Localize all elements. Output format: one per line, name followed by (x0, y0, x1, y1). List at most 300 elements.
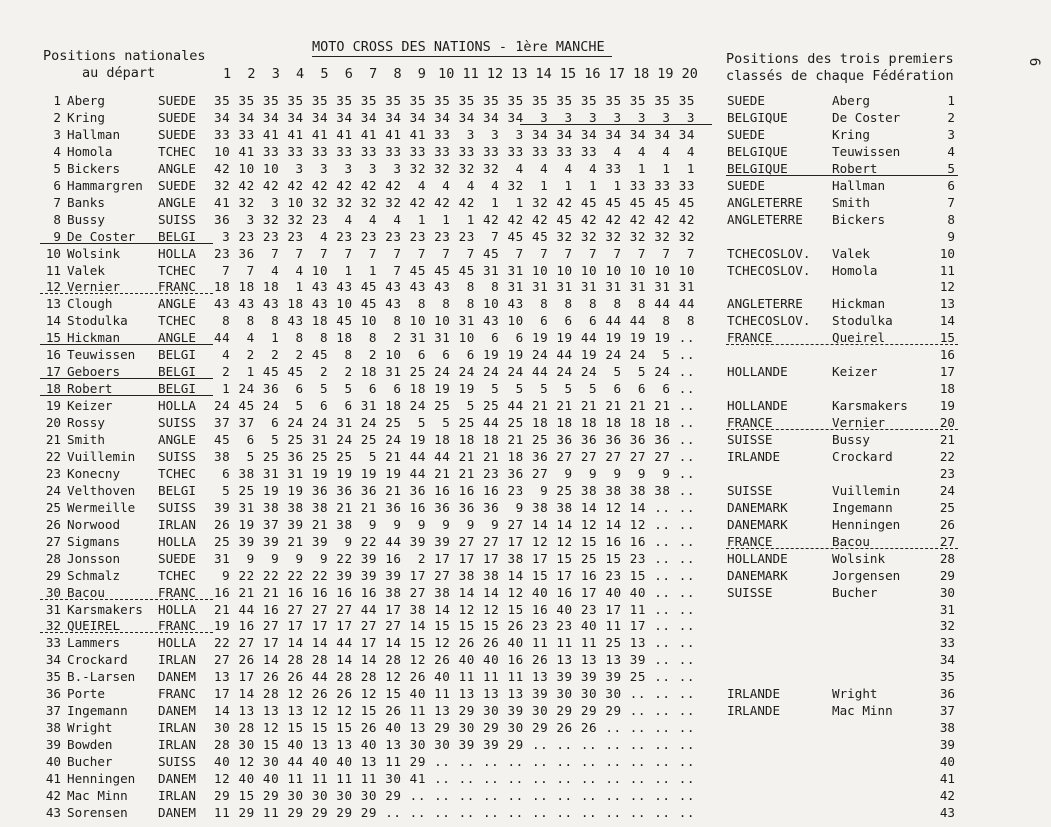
federation-rider: Ingemann (832, 499, 893, 515)
lap-positions: 35 35 35 35 35 35 35 35 35 35 35 35 35 35 35 35 35 35 35 35 (214, 93, 695, 108)
federation-rider: Robert (832, 160, 878, 176)
table-row (0, 92, 1051, 109)
nation-code: IRLAN (158, 720, 196, 736)
lap-positions: 29 15 29 30 30 30 30 29 .. .. .. .. .. .. .. .. .. .. .. .. (214, 787, 695, 803)
row-separator (726, 548, 958, 549)
rider-name: Aberg (67, 93, 105, 108)
nation-code: SUISS (158, 754, 196, 770)
rider-name: B.-Larsen (67, 669, 136, 685)
nation-code: SUEDE (158, 126, 196, 142)
overall-position: 9 (947, 228, 955, 244)
federation-rider: Henningen (832, 516, 901, 532)
lap-positions: 18 18 18 1 43 43 45 43 43 43 8 8 31 31 31 31 31 31 31 31 (214, 279, 695, 295)
nation-code: SUISS (158, 415, 196, 431)
start-position: 20 (45, 415, 61, 431)
overall-position: 43 (939, 804, 955, 820)
lap-positions: 17 14 28 12 26 26 12 15 40 11 13 13 13 39 30 30 30 .. .. .. (214, 686, 695, 702)
start-position: 36 (45, 686, 61, 702)
rider-name: Porte (67, 686, 105, 702)
nation-code: BELGI (158, 381, 196, 397)
lap-number: 9 (417, 66, 426, 82)
rider-name: De Coster (67, 228, 136, 244)
rider-name: Wolsink (67, 245, 121, 261)
left-heading-line1: Positions nationales (43, 48, 206, 64)
federation-rider: Mac Minn (832, 703, 893, 719)
overall-position: 35 (939, 669, 955, 685)
rider-name: Konecny (67, 465, 121, 481)
nation-code: TCHEC (158, 567, 196, 583)
lap-number: 15 (559, 66, 577, 82)
start-position: 10 (45, 245, 61, 261)
start-position: 7 (53, 194, 61, 210)
rider-name: Vernier (67, 279, 121, 295)
lap-positions: 8 8 8 43 18 45 10 8 10 10 31 43 10 6 6 6 44 44 8 8 (214, 313, 695, 329)
lap-positions: 2 1 45 45 2 2 18 31 25 24 24 24 24 44 24 24 5 5 24 .. (214, 364, 695, 380)
start-position: 12 (45, 279, 61, 295)
overall-position: 17 (939, 364, 955, 380)
federation-name: IRLANDE (727, 703, 781, 719)
nation-code: FRANC (158, 584, 196, 600)
rider-name: Bickers (67, 160, 121, 176)
federation-name: FRANCE (727, 330, 773, 346)
lap-positions: 27 26 14 28 28 14 14 28 12 26 40 40 16 26 13 13 13 39 .. .. (214, 652, 695, 668)
overall-position: 5 (947, 160, 955, 176)
table-row (0, 634, 1051, 651)
nation-code: ANGLE (158, 330, 196, 346)
nation-code: FRANC (158, 686, 196, 702)
federation-rider: Jorgensen (832, 567, 901, 583)
lap-positions: 28 30 15 40 13 13 40 13 30 30 39 39 29 .. .. .. .. .. .. .. (214, 737, 695, 753)
federation-rider: Keizer (832, 364, 878, 380)
federation-name: HOLLANDE (727, 550, 788, 566)
nation-code: BELGI (158, 228, 196, 244)
federation-rider: Crockard (832, 448, 893, 464)
overall-position: 36 (939, 686, 955, 702)
table-row (0, 465, 1051, 482)
table-row (0, 516, 1051, 533)
nation-code: IRLAN (158, 787, 196, 803)
rider-name: Rossy (67, 415, 105, 431)
start-position: 30 (45, 584, 61, 600)
overall-position: 13 (939, 296, 955, 312)
lap-positions: 4 2 2 2 45 8 2 10 6 6 6 19 19 24 44 19 24 24 5 .. (214, 347, 695, 363)
federation-name: SUEDE (727, 126, 765, 142)
table-row (0, 567, 1051, 584)
row-separator (726, 175, 958, 176)
overall-position: 33 (939, 635, 955, 651)
federation-name: SUISSE (727, 432, 773, 447)
lap-number: 14 (535, 66, 552, 82)
nation-code: BELGI (158, 482, 196, 498)
rider-name: Karsmakers (67, 601, 143, 617)
overall-position: 38 (939, 720, 955, 736)
lap-number: 3 (271, 66, 280, 82)
overall-position: 3 (947, 126, 955, 142)
overall-position: 25 (939, 499, 955, 515)
nation-code: HOLLA (158, 533, 196, 549)
federation-name: FRANCE (727, 533, 773, 549)
row-separator (726, 429, 958, 430)
lap-positions: 32 42 42 42 42 42 42 42 4 4 4 4 32 1 1 1 1 33 33 33 (214, 177, 695, 193)
overall-position: 23 (939, 465, 955, 481)
lap-positions: 38 5 25 36 25 25 5 21 44 44 21 21 18 36 27 27 27 27 27 .. (214, 448, 695, 464)
lap-positions: 39 31 38 38 38 21 21 36 16 36 36 36 9 38 38 14 12 14 .. .. (214, 499, 695, 515)
lap-number: 2 (247, 66, 256, 82)
rider-name: Valek (67, 262, 105, 278)
nation-code: BELGI (158, 364, 196, 380)
federation-rider: Queirel (832, 330, 886, 346)
federation-name: SUISSE (727, 482, 773, 498)
rider-name: Henningen (67, 771, 136, 786)
rider-name: Wermeille (67, 499, 136, 515)
start-position: 9 (53, 228, 61, 244)
lap-positions: 24 45 24 5 6 6 31 18 24 25 5 25 44 21 21 21 21 21 21 .. (214, 398, 695, 414)
lap-number: 5 (320, 66, 329, 82)
table-row (0, 262, 1051, 279)
nation-code: FRANC (158, 279, 196, 295)
federation-rider: Hickman (832, 296, 886, 312)
overall-position: 27 (939, 533, 955, 549)
rider-name: Jonsson (67, 550, 121, 566)
start-position: 24 (45, 482, 61, 498)
overall-position: 10 (939, 245, 955, 261)
overall-position: 1 (947, 93, 955, 108)
start-position: 43 (45, 804, 61, 820)
nation-code: SUEDE (158, 550, 196, 566)
row-separator (40, 293, 213, 294)
table-row (0, 736, 1051, 753)
lap-number: 7 (369, 66, 378, 82)
nation-code: TCHEC (158, 465, 196, 481)
federation-rider: Wright (832, 686, 878, 702)
federation-rider: Stodulka (832, 313, 893, 329)
nation-code: ANGLE (158, 160, 196, 176)
row-separator (726, 344, 958, 345)
overall-position: 12 (939, 279, 955, 295)
table-row (0, 346, 1051, 363)
overall-position: 42 (939, 787, 955, 803)
nation-code: FRANC (158, 618, 196, 634)
lap-number: 12 (486, 66, 504, 82)
start-position: 25 (45, 499, 61, 515)
rider-name: QUEIREL (67, 618, 121, 634)
start-position: 21 (45, 432, 61, 447)
federation-rider: Hallman (832, 177, 886, 193)
overall-position: 31 (939, 601, 955, 617)
rider-name: Geboers (67, 364, 121, 380)
overall-position: 15 (939, 330, 955, 346)
lap-positions: 1 24 36 6 5 5 6 6 18 19 19 5 5 5 5 5 6 6 6 .. (214, 381, 695, 397)
table-row (0, 787, 1051, 804)
start-position: 41 (45, 771, 61, 786)
start-position: 33 (45, 635, 61, 651)
overall-position: 32 (939, 618, 955, 634)
overall-position: 6 (947, 177, 955, 193)
lap-positions: 21 44 16 27 27 27 44 17 38 14 12 12 15 16 40 23 17 11 .. .. (214, 601, 695, 617)
rider-name: Norwood (67, 516, 121, 532)
table-row (0, 651, 1051, 668)
federation-name: BELGIQUE (727, 109, 788, 125)
overall-position: 14 (939, 313, 955, 329)
overall-position: 41 (939, 771, 955, 786)
row-separator (40, 344, 213, 345)
nation-code: IRLAN (158, 516, 196, 532)
table-row (0, 211, 1051, 228)
table-row (0, 482, 1051, 499)
row-separator (40, 243, 213, 244)
federation-rider: Smith (832, 194, 870, 210)
start-position: 13 (45, 296, 61, 312)
lap-number: 10 (438, 66, 455, 82)
right-heading-line1: Positions des trois premiers (726, 51, 954, 67)
overall-position: 26 (939, 516, 955, 532)
rider-name: Smith (67, 432, 105, 447)
nation-code: HOLLA (158, 398, 196, 414)
start-position: 39 (45, 737, 61, 753)
lap-positions: 19 16 27 17 17 17 27 27 14 15 15 15 26 23 23 40 11 17 .. .. (214, 618, 695, 634)
rider-name: Sorensen (67, 804, 128, 820)
overall-position: 39 (939, 737, 955, 753)
table-row (0, 804, 1051, 821)
start-position: 32 (45, 618, 61, 634)
lap-positions: 22 27 17 14 14 44 17 14 15 12 26 26 40 11 11 11 25 13 .. .. (214, 635, 695, 651)
federation-name: BELGIQUE (727, 143, 788, 159)
nation-code: SUISS (158, 211, 196, 227)
federation-name: DANEMARK (727, 516, 788, 532)
table-row (0, 702, 1051, 719)
start-position: 8 (53, 211, 61, 227)
nation-code: SUISS (158, 499, 196, 515)
row-separator (520, 124, 712, 125)
nation-code: IRLAN (158, 652, 196, 668)
lap-number: 8 (393, 66, 402, 82)
nation-code: BELGI (158, 347, 196, 363)
federation-name: HOLLANDE (727, 364, 788, 380)
lap-positions: 42 10 10 3 3 3 3 3 32 32 32 32 4 4 4 4 33 1 1 1 (214, 160, 695, 176)
lap-number: 1 (223, 66, 232, 82)
federation-rider: Vernier (832, 415, 886, 431)
lap-positions: 33 33 41 41 41 41 41 41 41 33 3 3 3 34 34 34 34 34 34 34 (214, 126, 695, 142)
start-position: 22 (45, 448, 61, 464)
lap-number: 6 (344, 66, 353, 82)
table-row (0, 126, 1051, 143)
overall-position: 34 (939, 652, 955, 668)
rider-name: Sigmans (67, 533, 121, 549)
rider-name: Bussy (67, 211, 105, 227)
rider-name: Velthoven (67, 482, 136, 498)
lap-positions: 13 17 26 26 44 28 28 12 26 40 11 11 11 13 39 39 39 25 .. .. (214, 669, 695, 685)
lap-number: 20 (681, 66, 698, 82)
lap-number: 13 (511, 66, 528, 82)
start-position: 35 (45, 669, 61, 685)
start-position: 17 (45, 364, 61, 380)
lap-number: 4 (296, 66, 305, 82)
start-position: 26 (45, 516, 61, 532)
overall-position: 37 (939, 703, 955, 719)
lap-positions: 44 4 1 8 8 18 8 2 31 31 10 6 6 19 19 44 19 19 19 .. (214, 330, 695, 346)
nation-code: DANEM (158, 703, 196, 719)
rider-name: Hallman (67, 126, 121, 142)
lap-number: 18 (632, 66, 650, 82)
rider-name: Kring (67, 109, 105, 125)
title-underline (312, 56, 612, 57)
nation-code: TCHEC (158, 313, 196, 329)
overall-position: 24 (939, 482, 955, 498)
nation-code: DANEM (158, 771, 196, 786)
start-position: 23 (45, 465, 61, 481)
overall-position: 21 (939, 432, 955, 447)
table-row (0, 431, 1051, 448)
start-position: 27 (45, 533, 61, 549)
federation-name: SUEDE (727, 93, 765, 108)
federation-name: IRLANDE (727, 448, 781, 464)
lap-positions: 31 9 9 9 9 22 39 16 2 17 17 17 38 17 15 25 15 23 .. .. (214, 550, 695, 566)
rider-name: Crockard (67, 652, 128, 668)
federation-name: DANEMARK (727, 567, 788, 583)
start-position: 29 (45, 567, 61, 583)
left-heading-line2: au départ (82, 65, 156, 81)
rider-name: Ingemann (67, 703, 128, 719)
nation-code: SUEDE (158, 109, 196, 125)
row-separator (40, 599, 213, 600)
nation-code: SUISS (158, 448, 196, 464)
lap-positions: 26 19 37 39 21 38 9 9 9 9 9 9 27 14 14 12 14 12 .. .. (214, 516, 695, 532)
rider-name: Teuwissen (67, 347, 136, 363)
lap-positions: 6 38 31 31 19 19 19 19 44 21 21 23 36 27 9 9 9 9 9 .. (214, 465, 695, 481)
nation-code: HOLLA (158, 635, 196, 651)
table-row (0, 448, 1051, 465)
nation-code: SUEDE (158, 177, 196, 193)
table-row (0, 177, 1051, 194)
rider-name: Keizer (67, 398, 113, 414)
table-row (0, 685, 1051, 702)
overall-position: 19 (939, 398, 955, 414)
rider-name: Homola (67, 143, 113, 159)
federation-rider: Bussy (832, 432, 870, 447)
nation-code: IRLAN (158, 737, 196, 753)
start-position: 28 (45, 550, 61, 566)
overall-position: 29 (939, 567, 955, 583)
federation-name: ANGLETERRE (727, 194, 803, 210)
start-position: 34 (45, 652, 61, 668)
lap-positions: 34 34 34 34 34 34 34 34 34 34 34 34 34 3 3 3 3 3 3 3 (214, 109, 695, 125)
federation-rider: Bickers (832, 211, 886, 227)
overall-position: 4 (947, 143, 955, 159)
start-position: 37 (45, 703, 61, 719)
federation-rider: Valek (832, 245, 870, 261)
federation-name: SUEDE (727, 177, 765, 193)
lap-positions: 3 23 23 23 4 23 23 23 23 23 23 7 45 45 32 32 32 32 32 32 (214, 228, 695, 244)
right-heading-line2: classés de chaque Fédération (726, 68, 954, 84)
lap-number: 17 (608, 66, 625, 82)
overall-position: 22 (939, 448, 955, 464)
nation-code: ANGLE (158, 432, 196, 447)
start-position: 42 (45, 787, 61, 803)
start-position: 6 (53, 177, 61, 193)
start-position: 2 (53, 109, 61, 125)
lap-positions: 36 3 32 32 23 4 4 4 1 1 1 42 42 42 45 42 42 42 42 42 (214, 211, 695, 227)
rider-name: Schmalz (67, 567, 121, 583)
start-position: 18 (45, 381, 61, 397)
overall-position: 18 (939, 381, 955, 397)
start-position: 5 (53, 160, 61, 176)
overall-position: 16 (939, 347, 955, 363)
rider-name: Lammers (67, 635, 121, 651)
lap-positions: 12 40 40 11 11 11 11 30 41 .. .. .. .. .. .. .. .. .. .. .. (214, 771, 695, 786)
rider-name: Wright (67, 720, 113, 736)
nation-code: TCHEC (158, 143, 196, 159)
federation-name: IRLANDE (727, 686, 781, 702)
row-separator (40, 395, 213, 396)
federation-rider: Kring (832, 126, 870, 142)
lap-positions: 41 32 3 10 32 32 32 32 42 42 42 1 1 32 42 45 45 45 45 45 (214, 194, 695, 210)
federation-rider: Wolsink (832, 550, 886, 566)
overall-position: 30 (939, 584, 955, 600)
lap-number: 16 (584, 66, 601, 82)
table-row (0, 245, 1051, 262)
rider-name: Bacou (67, 584, 105, 600)
nation-code: ANGLE (158, 296, 196, 312)
table-row (0, 397, 1051, 414)
nation-code: HOLLA (158, 601, 196, 617)
rider-name: Robert (67, 381, 113, 397)
nation-code: HOLLA (158, 245, 196, 261)
lap-positions: 10 41 33 33 33 33 33 33 33 33 33 33 33 33 33 33 4 4 4 4 (214, 143, 695, 159)
nation-code: TCHEC (158, 262, 196, 278)
table-row (0, 719, 1051, 736)
lap-positions: 9 22 22 22 22 39 39 39 17 27 38 38 14 15 17 16 23 15 .. .. (214, 567, 695, 583)
start-position: 19 (45, 398, 61, 414)
table-row (0, 312, 1051, 329)
federation-rider: Aberg (832, 93, 870, 108)
nation-code: DANEM (158, 669, 196, 685)
overall-position: 20 (939, 415, 955, 431)
federation-name: DANEMARK (727, 499, 788, 515)
lap-positions: 23 36 7 7 7 7 7 7 7 7 7 45 7 7 7 7 7 7 7 7 (214, 245, 695, 261)
table-row (0, 668, 1051, 685)
overall-position: 28 (939, 550, 955, 566)
start-position: 3 (53, 126, 61, 142)
table-row (0, 499, 1051, 516)
table-row (0, 770, 1051, 787)
page-number: 6 (1026, 57, 1043, 67)
lap-positions: 11 29 11 29 29 29 29 .. .. .. .. .. .. .. .. .. .. .. .. .. (214, 804, 695, 820)
start-position: 4 (53, 143, 61, 159)
overall-position: 2 (947, 109, 955, 125)
lap-number: 19 (657, 66, 674, 82)
nation-code: ANGLE (158, 194, 196, 210)
rider-name: Stodulka (67, 313, 128, 329)
start-position: 15 (45, 330, 61, 346)
rider-name: Vuillemin (67, 448, 136, 464)
federation-name: BELGIQUE (727, 160, 788, 176)
federation-rider: Bacou (832, 533, 870, 549)
table-row (0, 194, 1051, 211)
federation-name: ANGLETERRE (727, 211, 803, 227)
lap-positions: 7 7 4 4 10 1 1 7 45 45 45 31 31 10 10 10 10 10 10 10 (214, 262, 695, 278)
start-position: 11 (45, 262, 61, 278)
overall-position: 40 (939, 754, 955, 770)
nation-code: SUEDE (158, 93, 196, 108)
overall-position: 8 (947, 211, 955, 227)
start-position: 31 (45, 601, 61, 617)
federation-rider: Homola (832, 262, 878, 278)
lap-positions: 14 13 13 13 12 12 15 26 11 13 29 30 39 30 29 29 29 .. .. .. (214, 703, 695, 719)
federation-rider: Teuwissen (832, 143, 901, 159)
federation-name: TCHECOSLOV. (727, 313, 811, 329)
start-position: 40 (45, 754, 61, 770)
rider-name: Mac Minn (67, 787, 128, 803)
